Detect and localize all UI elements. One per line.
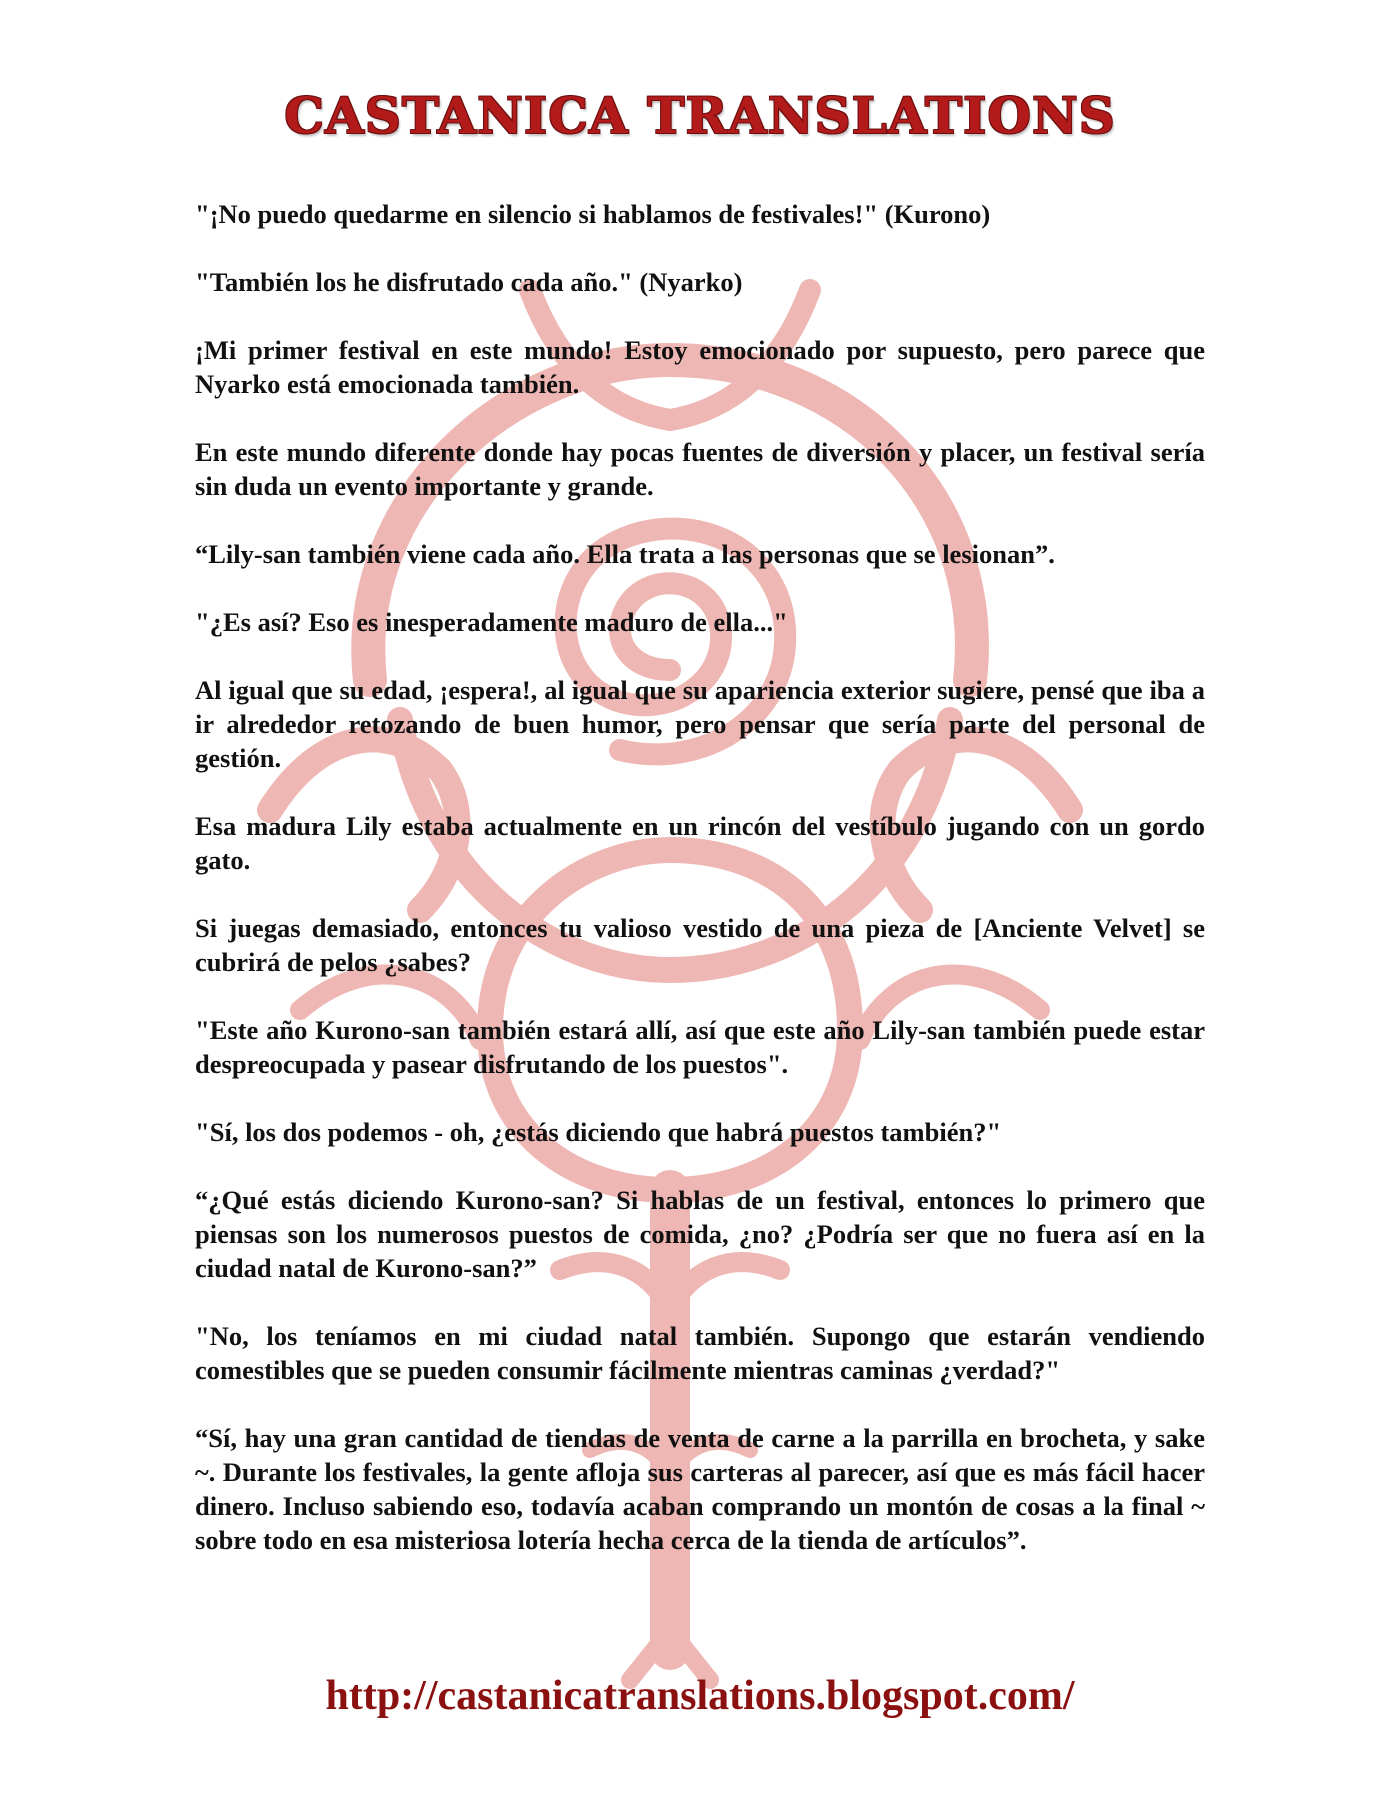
paragraph: "¡No puedo quedarme en silencio si hablamos de festivales!" (Kurono) (195, 199, 991, 229)
paragraph: “Lily-san también viene cada año. Ella trata a las personas que se lesionan”. (195, 539, 1055, 569)
page-title: CASTANICA TRANSLATIONS (284, 86, 1116, 145)
paragraph: "¿Es así? Eso es inesperadamente maduro de ella..." (195, 607, 788, 637)
paragraph: "No, los teníamos en mi ciudad natal también. Supongo que estarán vendiendo comestibles que se pueden consumir fácilmente mientras caminas ¿verdad?" (195, 1321, 1205, 1385)
page-footer (0, 1672, 1400, 1720)
paragraph: Al igual que su edad, ¡espera!, al igual que su apariencia exterior sugiere, pensé que iba a ir alrededor retozando de buen humor, pero pensar que sería parte del personal de gestión. (195, 675, 1205, 773)
paragraph: ¡Mi primer festival en este mundo! Estoy emocionado por supuesto, pero parece que Nyarko está emocionada también. (195, 335, 1205, 399)
document-body (195, 197, 1205, 1591)
paragraph: "También los he disfrutado cada año." (Nyarko) (195, 267, 743, 297)
blog-url-link[interactable]: http://castanicatranslations.blogspot.com/ (325, 1673, 1075, 1719)
paragraph: En este mundo diferente donde hay pocas fuentes de diversión y placer, un festival sería sin duda un evento importante y grande. (195, 437, 1205, 501)
paragraph: "Sí, los dos podemos - oh, ¿estás diciendo que habrá puestos también?" (195, 1117, 1002, 1147)
paragraph: “¿Qué estás diciendo Kurono-san? Si hablas de un festival, entonces lo primero que piensas son los numerosos puestos de comida, ¿no? ¿Podría ser que no fuera así en la ciudad natal de Kurono-san?” (195, 1185, 1205, 1283)
paragraph: "Este año Kurono-san también estará allí, así que este año Lily-san también puede estar despreocupada y pasear disfrutando de los puestos". (195, 1015, 1205, 1079)
paragraph: Esa madura Lily estaba actualmente en un rincón del vestíbulo jugando con un gordo gato. (195, 811, 1205, 875)
paragraph: “Sí, hay una gran cantidad de tiendas de venta de carne a la parrilla en brocheta, y sake ~. Durante los festivales, la gente afloja sus carteras al parecer, así que es más fácil hacer dinero. Incluso sabiendo eso, todavía acaban comprando un montón de cosas a la final ~ sobre todo en esa misteriosa lotería hecha cerca de la tienda de artículos”. (195, 1423, 1205, 1555)
paragraph: Si juegas demasiado, entonces tu valioso vestido de una pieza de [Anciente Velvet] se cubrirá de pelos ¿sabes? (195, 913, 1205, 977)
page-header (0, 86, 1400, 145)
